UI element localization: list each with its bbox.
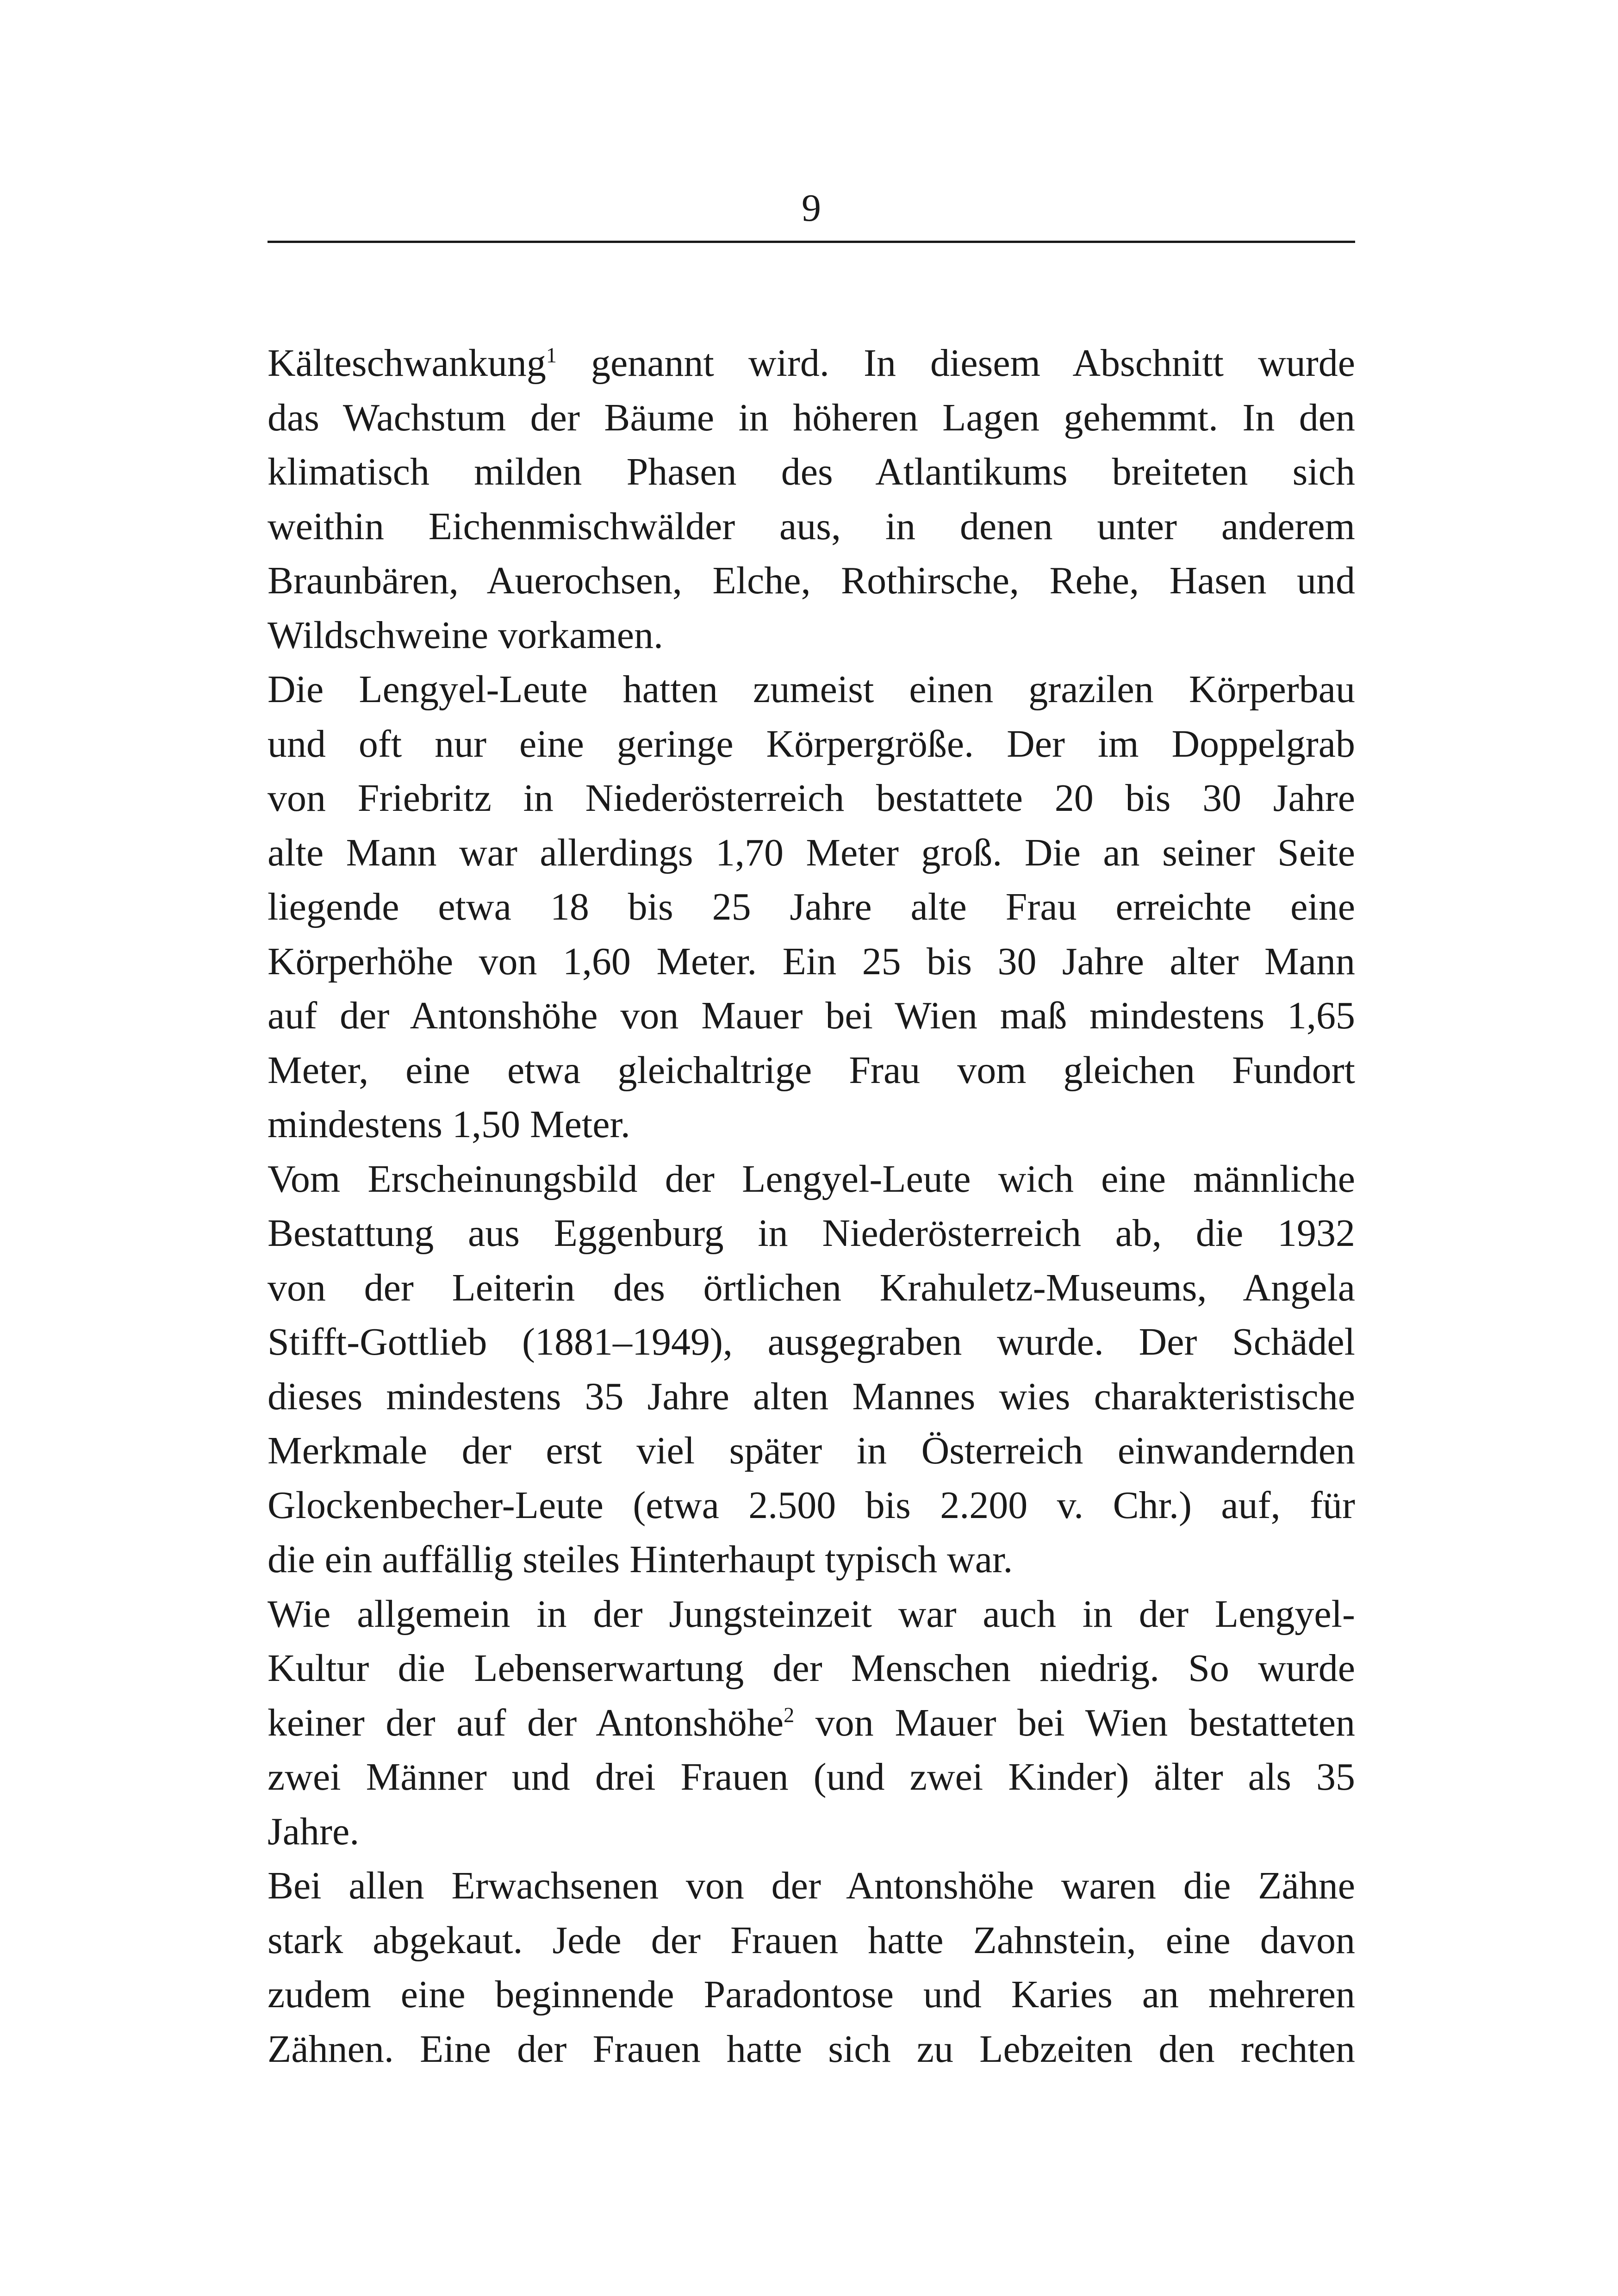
text-segment: Glockenbecher-Leute (etwa 2.500 bis 2.200 v. Chr.) auf, für <box>268 1483 1355 1527</box>
text-line <box>268 1804 1355 1859</box>
text-segment: dieses mindestens 35 Jahre alten Mannes wies charakteristische <box>268 1375 1355 1418</box>
text-line <box>268 826 1355 880</box>
text-line <box>268 934 1355 989</box>
text-line <box>268 391 1355 445</box>
text-line <box>268 608 1355 663</box>
paragraph <box>268 1152 1355 1587</box>
footnote-marker[interactable]: 1 <box>546 343 557 367</box>
text-segment: weithin Eichenmischwälder aus, in denen unter anderem <box>268 504 1355 548</box>
text-line <box>268 1478 1355 1533</box>
text-line <box>268 1097 1355 1152</box>
paragraph <box>268 1587 1355 1859</box>
text-line <box>268 1043 1355 1098</box>
text-segment: Stifft-Gottlieb (1881–1949), ausgegraben wurde. Der Schädel <box>268 1320 1355 1363</box>
text-segment: Bestattung aus Eggenburg in Niederösterreich ab, die 1932 <box>268 1212 1355 1255</box>
text-line <box>268 1750 1355 1804</box>
text-line <box>268 336 1355 391</box>
text-line <box>268 1424 1355 1478</box>
text-line <box>268 771 1355 826</box>
text-segment: Bei allen Erwachsenen von der Antonshöhe waren die Zähne <box>268 1864 1355 1907</box>
footnote-marker[interactable]: 2 <box>784 1703 795 1727</box>
text-line <box>268 1967 1355 2022</box>
text-line <box>268 880 1355 934</box>
text-segment: von Mauer bei Wien bestatteten <box>794 1701 1356 1744</box>
text-segment: keiner der auf der Antonshöhe <box>268 1701 784 1744</box>
text-segment: von der Leiterin des örtlichen Krahuletz-Museums, Angela <box>268 1266 1355 1309</box>
text-line <box>268 1369 1355 1424</box>
text-segment: Kultur die Lebenserwartung der Menschen niedrig. So wurde <box>268 1647 1355 1690</box>
text-line <box>268 499 1355 554</box>
text-line <box>268 1152 1355 1207</box>
text-line <box>268 1261 1355 1315</box>
text-segment: klimatisch milden Phasen des Atlantikums breiteten sich <box>268 450 1355 493</box>
text-segment: Braunbären, Auerochsen, Elche, Rothirsche, Rehe, Hasen und <box>268 559 1355 602</box>
text-line <box>268 1913 1355 1968</box>
text-segment: die ein auffällig steiles Hinterhaupt typisch war. <box>268 1538 1013 1581</box>
body-text <box>268 336 1355 2076</box>
paragraph <box>268 662 1355 1152</box>
text-segment: genannt wird. In diesem Abschnitt wurde <box>556 342 1355 385</box>
text-segment: Wie allgemein in der Jungsteinzeit war auch in der Lengyel- <box>268 1592 1355 1636</box>
page-number: 9 <box>802 187 821 230</box>
text-segment: stark abgekaut. Jede der Frauen hatte Zahnstein, eine davon <box>268 1918 1355 1962</box>
text-line <box>268 1206 1355 1261</box>
text-segment: Vom Erscheinungsbild der Lengyel-Leute wich eine männliche <box>268 1157 1355 1201</box>
text-segment: Meter, eine etwa gleichaltrige Frau vom gleichen Fundort <box>268 1048 1355 1092</box>
text-segment: Jahre. <box>268 1810 360 1853</box>
text-segment: Wildschweine vorkamen. <box>268 613 664 657</box>
text-segment: Die Lengyel-Leute hatten zumeist einen grazilen Körperbau <box>268 668 1355 711</box>
text-segment: das Wachstum der Bäume in höheren Lagen gehemmt. In den <box>268 396 1355 439</box>
text-segment: liegende etwa 18 bis 25 Jahre alte Frau erreichte eine <box>268 885 1355 928</box>
text-line <box>268 1859 1355 1913</box>
page-header <box>268 176 1355 243</box>
text-line <box>268 1315 1355 1369</box>
text-segment: von Friebritz in Niederösterreich bestattete 20 bis 30 Jahre <box>268 777 1355 820</box>
text-segment: mindestens 1,50 Meter. <box>268 1103 630 1146</box>
paragraph <box>268 1859 1355 2076</box>
text-segment: Merkmale der erst viel später in Österreich einwandernden <box>268 1429 1355 1472</box>
text-line <box>268 989 1355 1043</box>
text-line <box>268 1587 1355 1642</box>
text-segment: zwei Männer und drei Frauen (und zwei Kinder) älter als 35 <box>268 1755 1355 1798</box>
text-segment: Zähnen. Eine der Frauen hatte sich zu Lebzeiten den rechten <box>268 2027 1355 2071</box>
text-line <box>268 554 1355 608</box>
text-segment: zudem eine beginnende Paradontose und Karies an mehreren <box>268 1973 1355 2016</box>
paragraph <box>268 336 1355 662</box>
text-line <box>268 662 1355 717</box>
text-line <box>268 1641 1355 1696</box>
text-line <box>268 717 1355 772</box>
text-segment: Körperhöhe von 1,60 Meter. Ein 25 bis 30 Jahre alter Mann <box>268 940 1355 983</box>
text-segment: alte Mann war allerdings 1,70 Meter groß. Die an seiner Seite <box>268 831 1355 874</box>
text-segment: Kälteschwankung <box>268 342 546 385</box>
text-segment: auf der Antonshöhe von Mauer bei Wien maß mindestens 1,65 <box>268 994 1355 1037</box>
text-line <box>268 445 1355 499</box>
text-line <box>268 1696 1355 1750</box>
text-line <box>268 2022 1355 2077</box>
text-line <box>268 1532 1355 1587</box>
text-segment: und oft nur eine geringe Körpergröße. Der im Doppelgrab <box>268 722 1355 765</box>
